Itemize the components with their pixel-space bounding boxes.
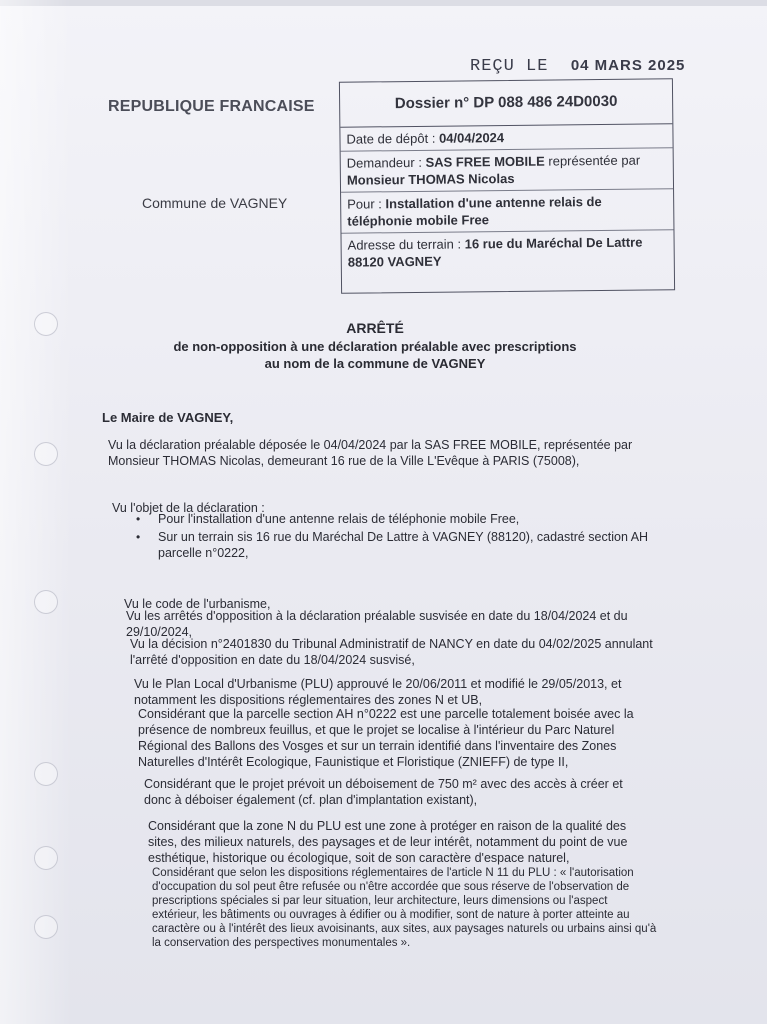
bullet-text: Pour l'installation d'une antenne relais de téléphonie mobile Free, [158, 512, 520, 526]
bullet-text: Sur un terrain sis 16 rue du Maréchal De Lattre à VAGNEY (88120), cadastré section AH parcelle n°0222, [158, 530, 649, 560]
arrete-subtitle-2: au nom de la commune de VAGNEY [264, 356, 486, 371]
list-item [136, 529, 658, 561]
adresse-value: 16 rue du Maréchal De Lattre 88120 VAGNEY [347, 234, 643, 270]
bullet-icon: • [136, 512, 141, 526]
adresse-label: Adresse du terrain : [347, 236, 462, 253]
vu-decision: Vu la décision n°2401830 du Tribunal Administratif de NANCY en date du 04/02/2025 annulant l'arrêté d'opposition en date du 18/04/2024 susvisé, [130, 637, 653, 667]
considerant-1: Considérant que la parcelle section AH n°0222 est une parcelle totalement boisée avec la présence de nombreux feuillus, et que le projet se localise à l'intérieur du Parc Naturel Régional des Ballons des Vosges et sur un terrain identifié dans l'inventaire des Zones Naturelles d'Intérêt Ecologique, Faunistique et Floristique (ZNIEFF) de type II, [138, 707, 634, 769]
demandeur-representative: Monsieur THOMAS Nicolas [346, 170, 515, 188]
stamp-date: 04 MARS 2025 [570, 57, 686, 74]
commune-label: Commune de VAGNEY [142, 195, 288, 211]
considerant-4: Considérant que selon les dispositions réglementaires de l'article N 11 du PLU : « l'autorisation d'occupation du sol peut être refusée ou n'être accordée que sous réserve de l'observation de prescriptions spéciales si par leur situation, leur architecture, leurs dimensions ou l'aspect extérieur, les bâtiments ou ouvrages à édifier ou à modifier, sont de nature à porter atteinte au caractère ou à l'intérêt des lieux avoisinants, aux sites, aux paysages naturels ou urbains ainsi qu'à la conservation des perspectives monumentales ». [152, 867, 657, 949]
vu-plu: Vu le Plan Local d'Urbanisme (PLU) approuvé le 20/06/2011 et modifié le 29/05/2013, et notamment les dispositions réglementaires des zones N et UB, [134, 677, 622, 707]
arrete-title: ARRÊTÉ [346, 320, 404, 336]
adresse-row [341, 230, 673, 273]
list-item [136, 511, 668, 527]
depot-label: Date de dépôt : [346, 130, 436, 147]
demandeur-row [341, 148, 673, 192]
vu-code: Vu le code de l'urbanisme, [124, 597, 271, 611]
demandeur-suffix: représentée par [548, 152, 641, 169]
republic-heading: REPUBLIQUE FRANCAISE [108, 98, 315, 115]
pour-row [341, 189, 673, 233]
considerant-3: Considérant que la zone N du PLU est une zone à protéger en raison de la qualité des sites, des milieux naturels, des paysages et de leur intérêt, notamment du point de vue esthétique, historique ou écologique, soit de son caractère d'espace naturel, [148, 819, 628, 865]
dossier-number: Dossier n° DP 088 486 24D0030 [340, 79, 672, 127]
depot-value: 04/04/2024 [438, 130, 505, 146]
demandeur-value: SAS FREE MOBILE [425, 153, 545, 170]
arrete-title-block [140, 320, 610, 372]
stamp-label: REÇU LE [470, 57, 549, 76]
dossier-box [339, 78, 675, 293]
maire-heading: Le Maire de VAGNEY, [102, 410, 234, 425]
pour-label: Pour : [347, 196, 382, 212]
bullet-icon: • [136, 530, 141, 544]
vu-declaration: Vu la déclaration préalable déposée le 04/04/2024 par la SAS FREE MOBILE, représentée par Monsieur THOMAS Nicolas, demeurant 16 rue de la Ville L'Evêque à PARIS (75008), [108, 438, 633, 468]
vu-objet: Vu l'objet de la déclaration : [112, 501, 265, 515]
vu-arretes: Vu les arrêtés d'opposition à la déclaration préalable susvisée en date du 18/04/2024 et du 29/10/2024, [126, 609, 628, 639]
received-stamp [470, 57, 685, 76]
depot-row [340, 124, 672, 151]
demandeur-label: Demandeur : [346, 154, 422, 171]
pour-value: Installation d'une antenne relais de téléphonie mobile Free [347, 194, 602, 229]
arrete-subtitle-1: de non-opposition à une déclaration préalable avec prescriptions [173, 339, 577, 354]
considerant-2: Considérant que le projet prévoit un déboisement de 750 m² avec des accès à créer et donc à déboiser également (cf. plan d'implantation existant), [144, 777, 623, 807]
